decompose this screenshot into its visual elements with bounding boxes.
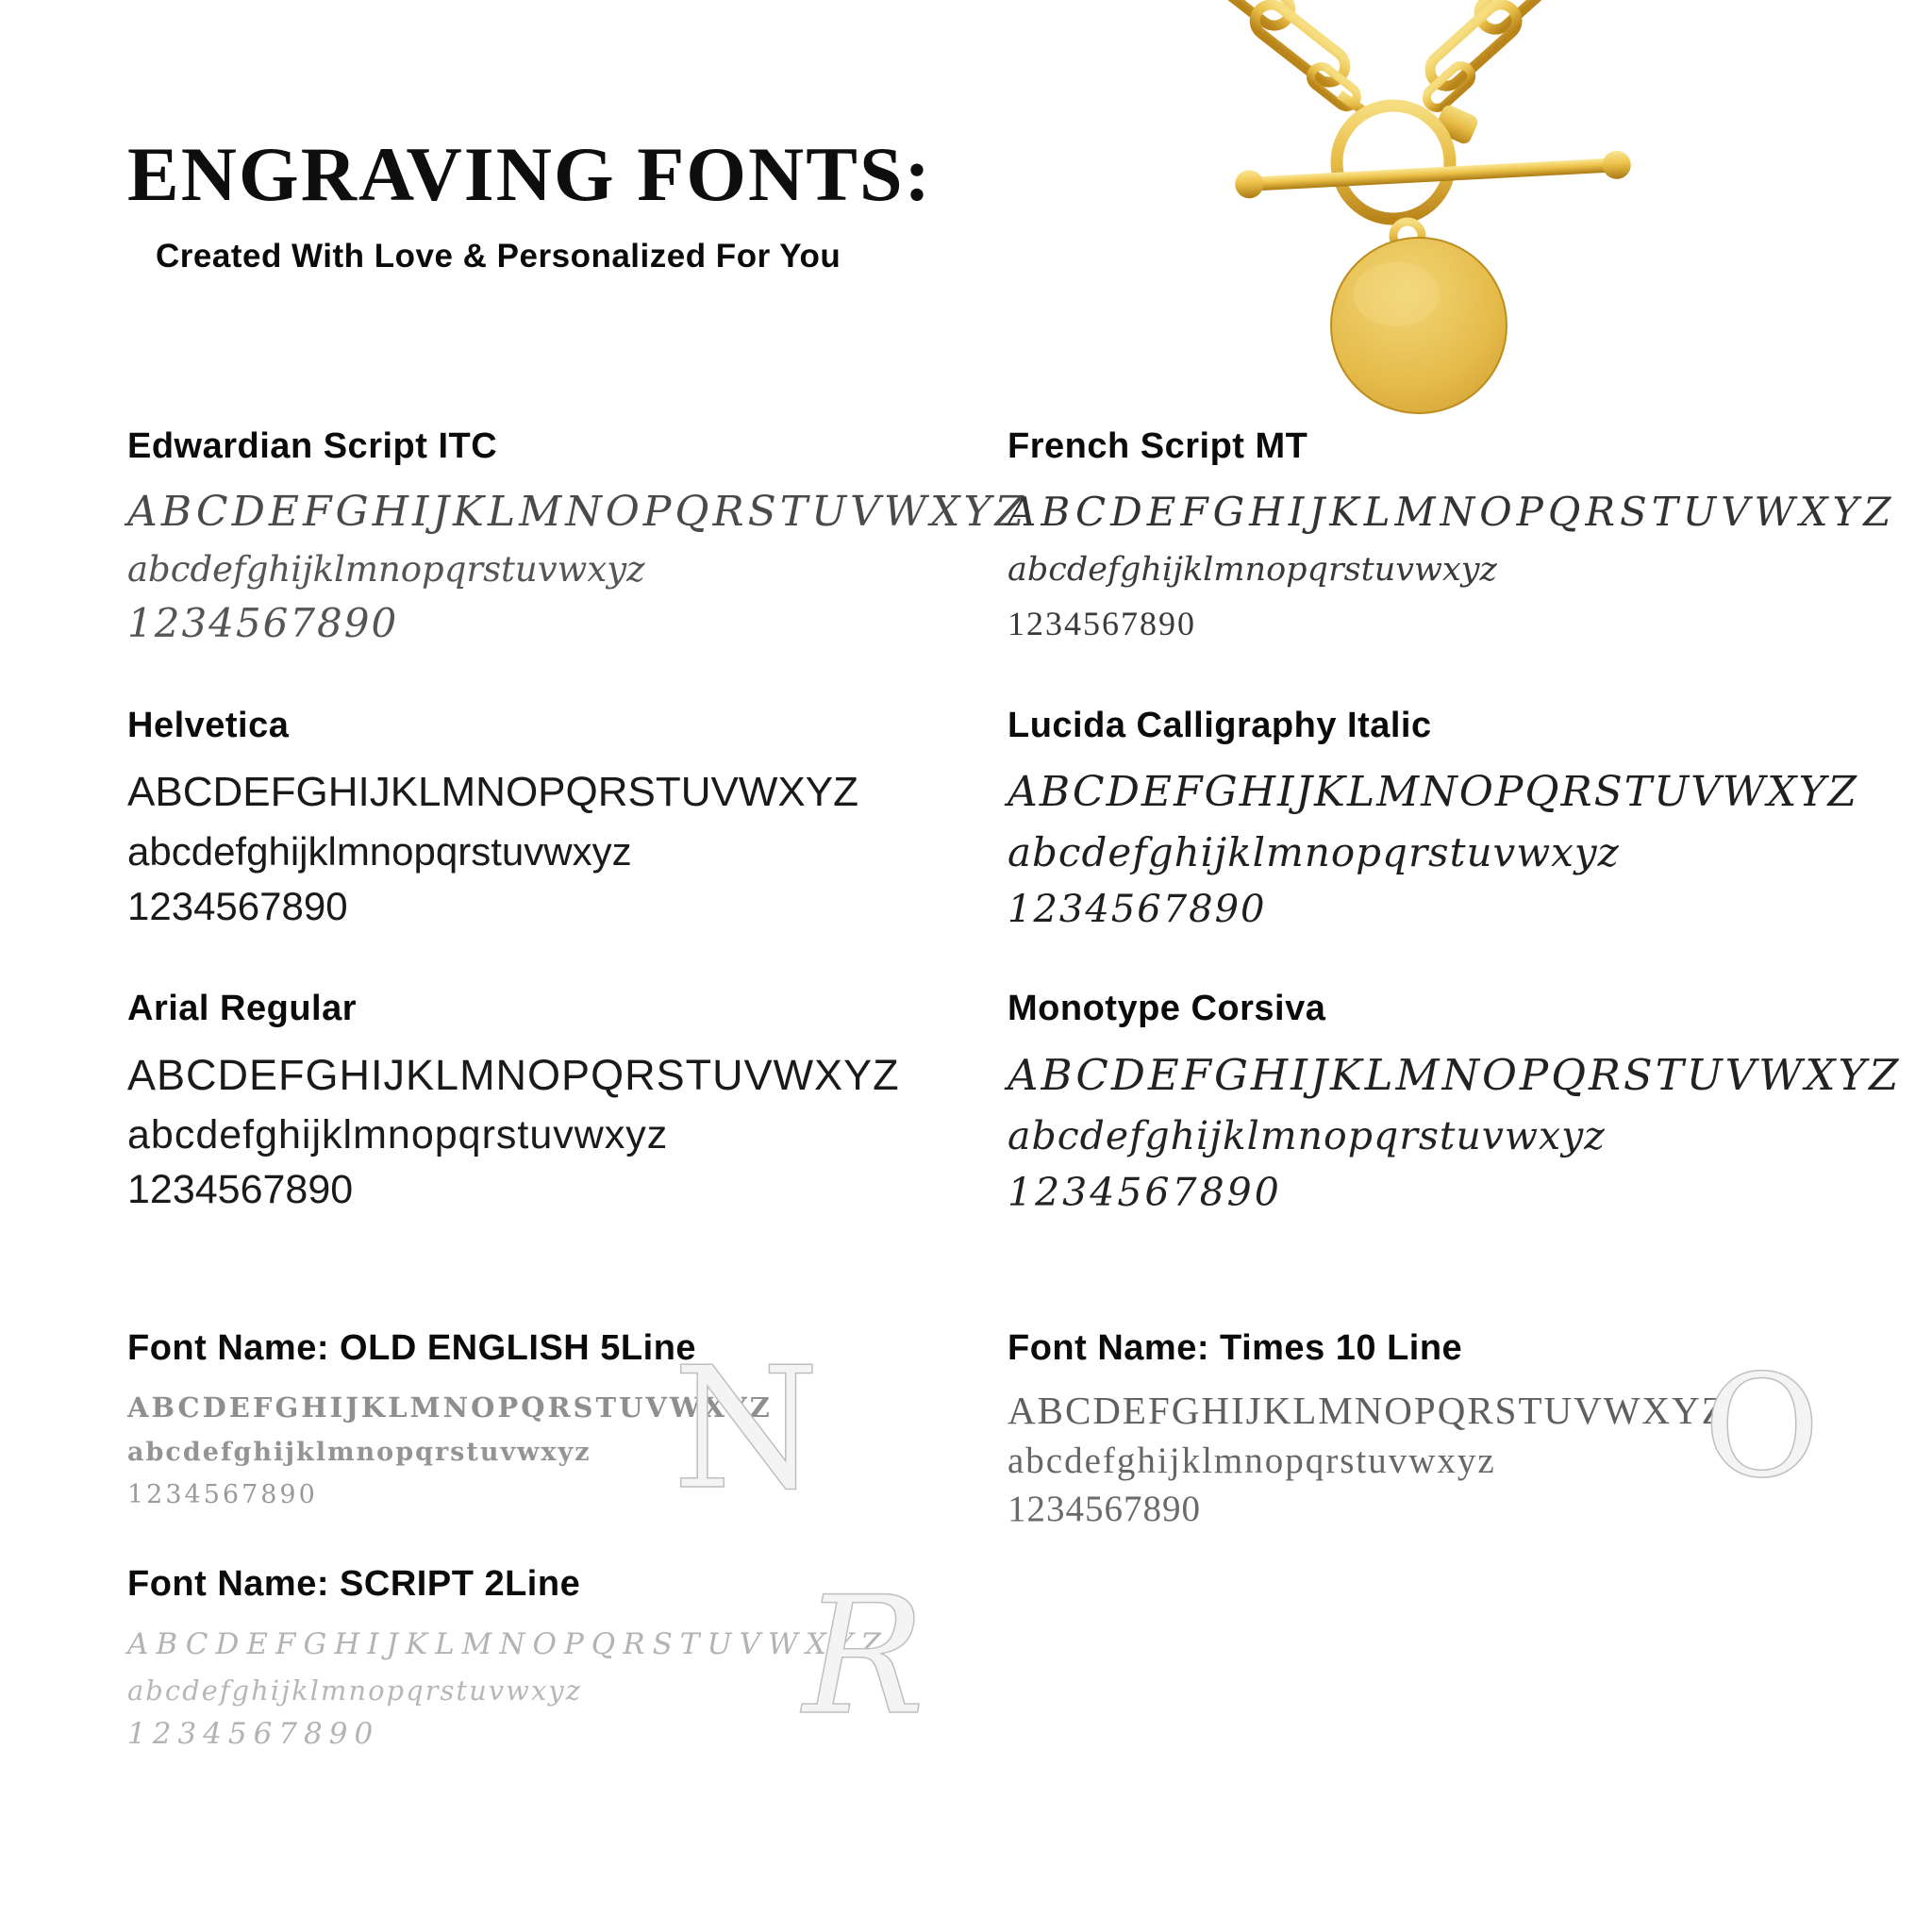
toggle-bar: [1235, 150, 1632, 199]
font-sample-title: Lucida Calligraphy Italic: [1008, 706, 1432, 745]
font-sample-title: French Script MT: [1008, 426, 1308, 466]
lowercase-sample: abcdefghijklmnopqrstuvwxyz: [127, 1112, 669, 1158]
disc-pendant: [1331, 238, 1507, 413]
toggle-ring: [1337, 106, 1450, 219]
font-sample-french-script-mt: [1008, 426, 1913, 650]
font-sample-arial-regular: [127, 989, 1033, 1216]
chain-left: [1193, 0, 1370, 115]
digits-sample: 1234567890: [127, 1480, 318, 1509]
uppercase-sample: ABCDEFGHIJKLMNOPQRSTUVWXYZ: [127, 1391, 773, 1424]
lowercase-sample: abcdefghijklmnopqrstuvwxyz: [127, 1674, 582, 1707]
font-sample-title: Edwardian Script ITC: [127, 426, 498, 466]
page-header: [127, 130, 932, 275]
lowercase-sample: abcdefghijklmnopqrstuvwxyz: [1008, 1113, 1606, 1158]
uppercase-sample: ABCDEFGHIJKLMNOPQRSTUVWXYZ: [127, 1051, 900, 1099]
digits-sample: 1234567890: [127, 1717, 380, 1751]
uppercase-sample: ABCDEFGHIJKLMNOPQRSTUVWXYZ: [1008, 489, 1896, 535]
chain-right: [1423, 0, 1573, 112]
page-subtitle: Created With Love & Personalized For You: [156, 238, 841, 275]
uppercase-sample: ABCDEFGHIJKLMNOPQRSTUVWXYZ: [127, 1627, 889, 1661]
digits-sample: 1234567890: [127, 600, 399, 646]
font-sample-title: Font Name: OLD ENGLISH 5Line: [127, 1328, 697, 1368]
uppercase-sample: ABCDEFGHIJKLMNOPQRSTUVWXYZ: [1008, 1389, 1727, 1432]
digits-sample: 1234567890: [1008, 888, 1267, 931]
font-sample-title: Arial Regular: [127, 989, 358, 1028]
disc-highlight: [1353, 262, 1440, 326]
uppercase-sample: ABCDEFGHIJKLMNOPQRSTUVWXYZ: [1008, 1050, 1902, 1100]
lowercase-sample: abcdefghijklmnopqrstuvwxyz: [127, 1438, 591, 1467]
uppercase-sample: ABCDEFGHIJKLMNOPQRSTUVWXYZ: [127, 488, 1028, 536]
font-sample-script-2line: [127, 1561, 1033, 1756]
font-sample-title: Font Name: Times 10 Line: [1008, 1328, 1463, 1368]
font-sample-times-10-line: [1008, 1328, 1913, 1533]
lowercase-sample: abcdefghijklmnopqrstuvwxyz: [1008, 1441, 1496, 1481]
font-sample-title: Font Name: SCRIPT 2Line: [127, 1564, 581, 1604]
uppercase-sample: ABCDEFGHIJKLMNOPQRSTUVWXYZ: [1008, 768, 1859, 816]
font-sample-lucida-calligraphy-italic: [1008, 706, 1913, 937]
font-sample-title: Helvetica: [127, 706, 290, 745]
monogram-initial-o: O: [1704, 1345, 1820, 1509]
page-title: ENGRAVING FONTS:: [127, 131, 932, 217]
font-sample-title: Monotype Corsiva: [1008, 989, 1326, 1028]
digits-sample: 1234567890: [1008, 605, 1196, 642]
digits-sample: 1234567890: [1008, 1170, 1282, 1215]
font-sample-edwardian-script-itc: [127, 426, 1033, 650]
uppercase-sample: ABCDEFGHIJKLMNOPQRSTUVWXYZ: [127, 769, 858, 815]
digits-sample: 1234567890: [1008, 1489, 1201, 1529]
lowercase-sample: abcdefghijklmnopqrstuvwxyz: [127, 549, 645, 590]
digits-sample: 1234567890: [127, 1167, 354, 1212]
font-sample-old-english-5line: [127, 1328, 1033, 1526]
lowercase-sample: abcdefghijklmnopqrstuvwxyz: [1008, 551, 1497, 589]
lowercase-sample: abcdefghijklmnopqrstuvwxyz: [127, 829, 632, 874]
monogram-initial-n: N: [673, 1331, 820, 1526]
font-sample-monotype-corsiva: [1008, 989, 1913, 1220]
digits-sample: 1234567890: [127, 884, 348, 928]
font-sample-helvetica: [127, 706, 1033, 933]
monogram-initial-r: R: [803, 1561, 925, 1751]
lowercase-sample: abcdefghijklmnopqrstuvwxyz: [1008, 829, 1620, 875]
necklace-photo: [1191, 0, 1707, 451]
